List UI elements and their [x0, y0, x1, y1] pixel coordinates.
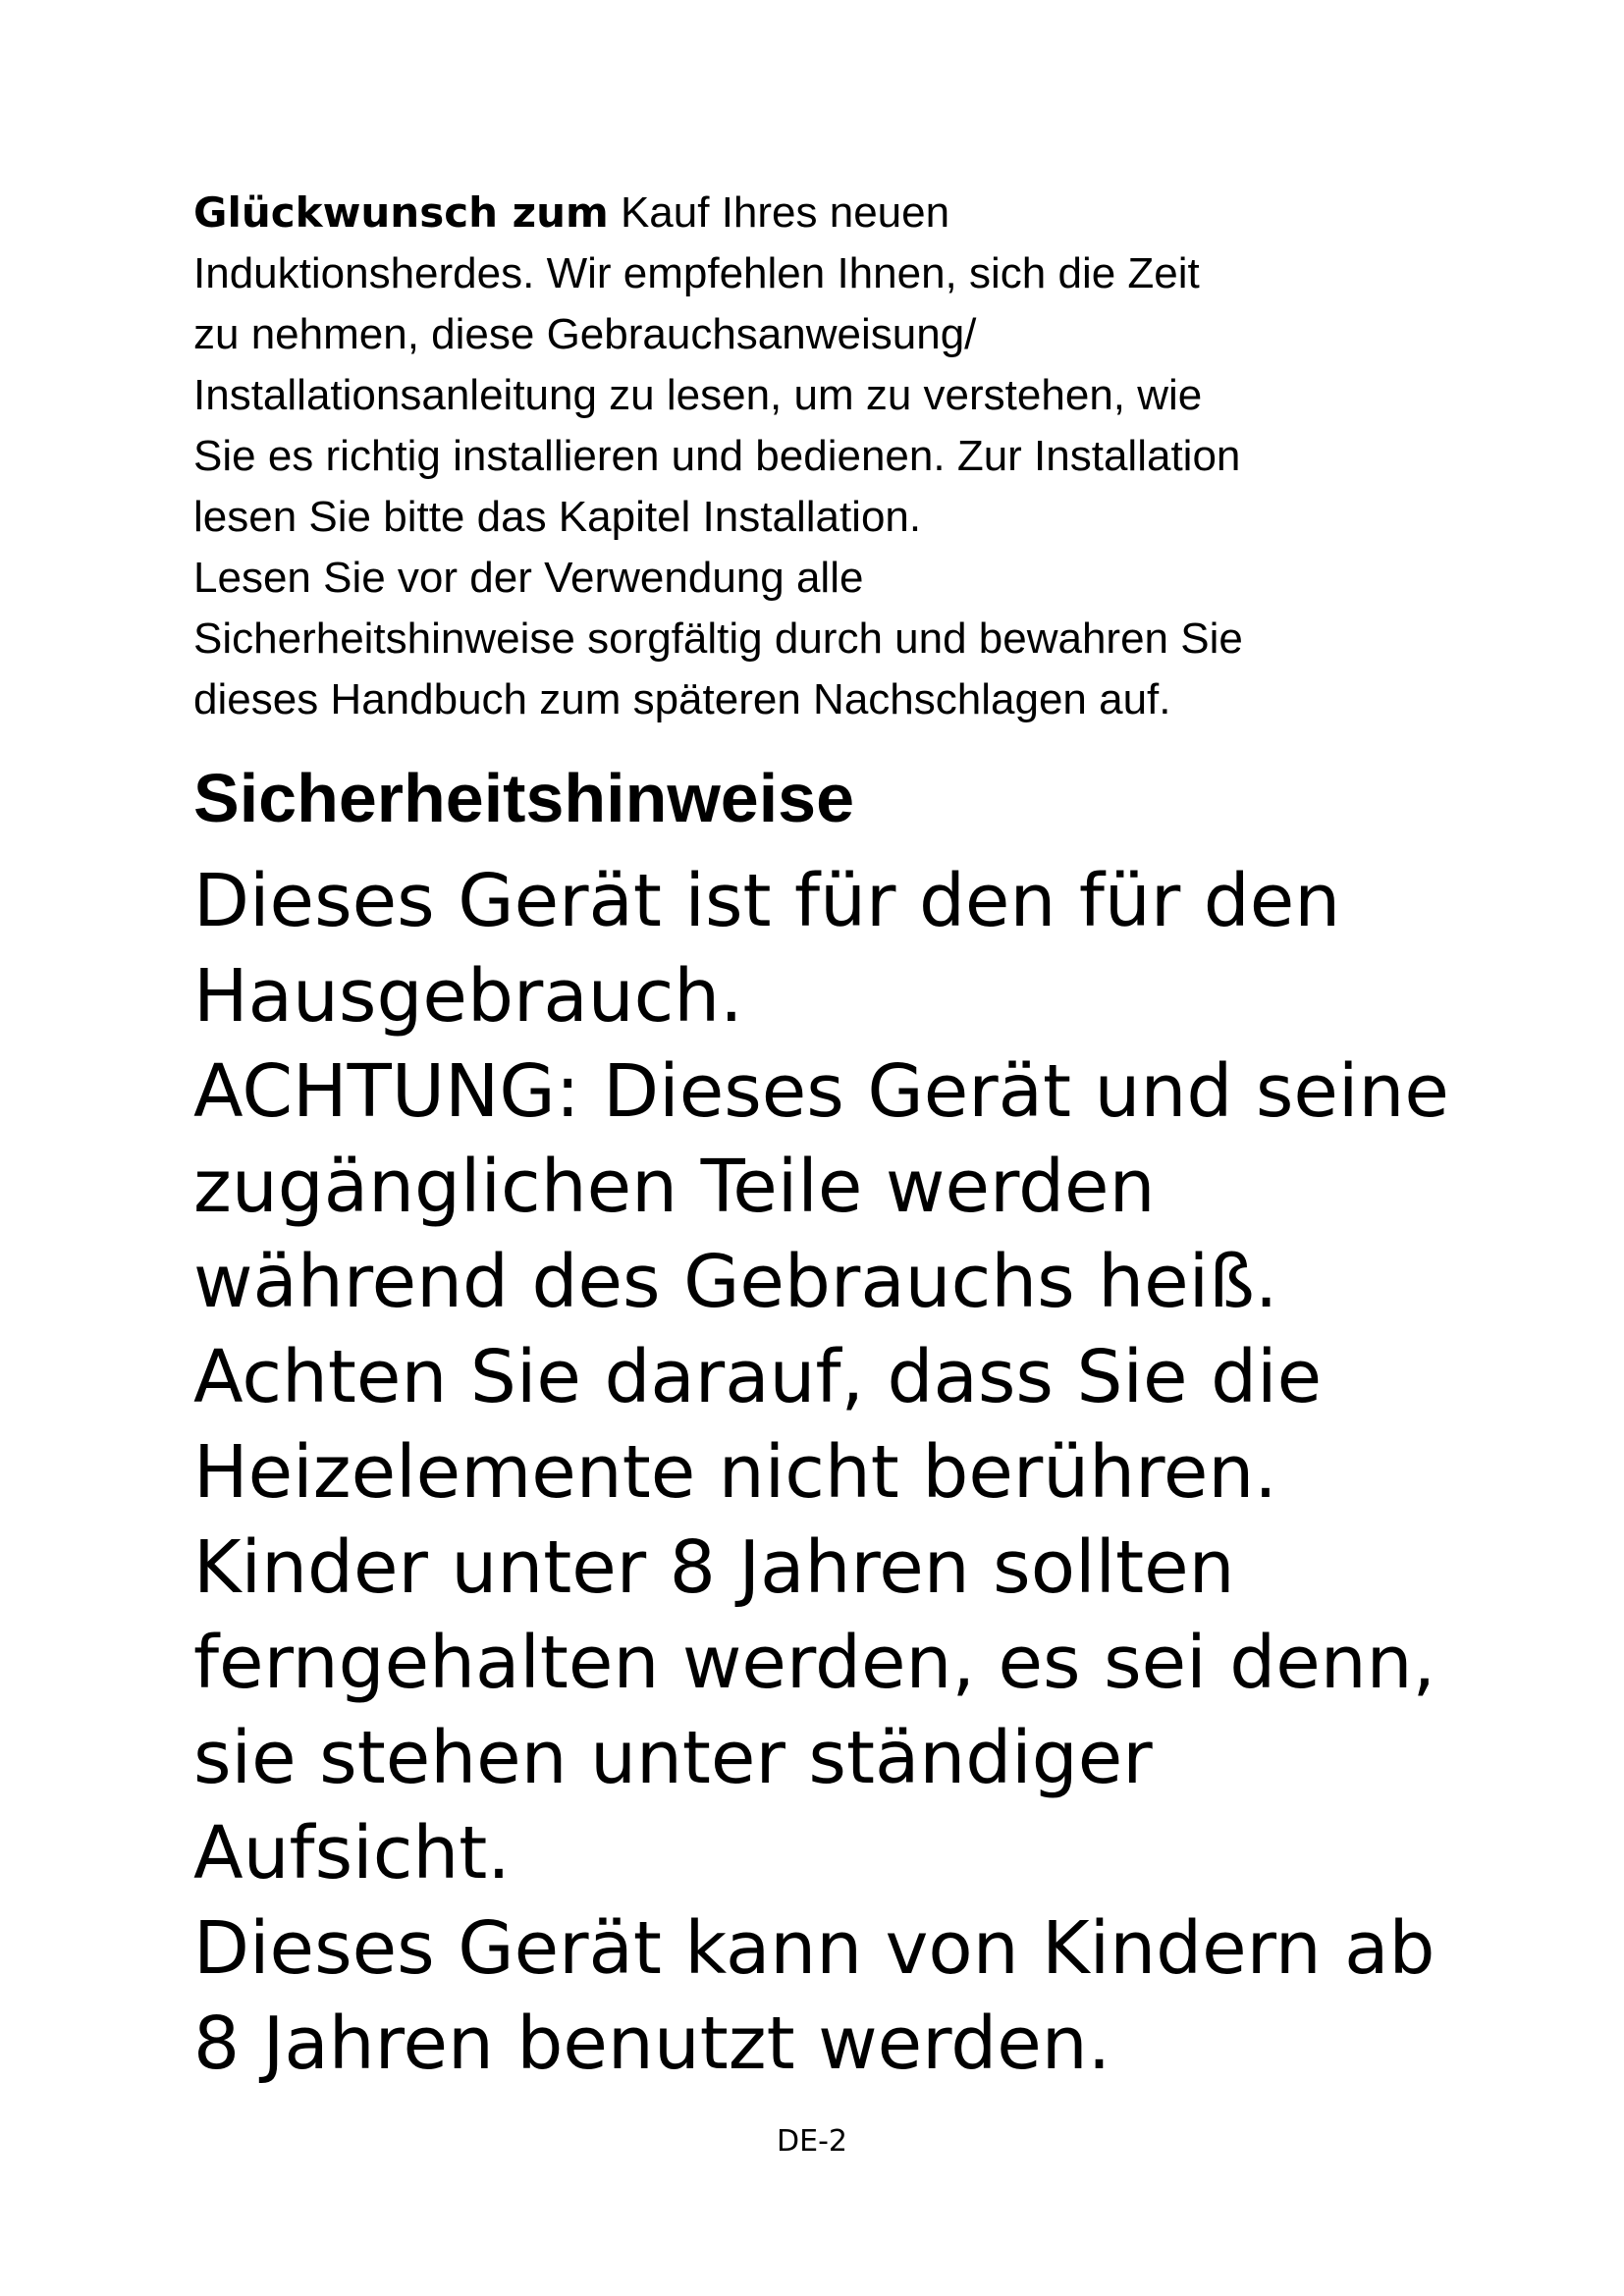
safety-line: Hausgebrauch. [193, 954, 743, 1039]
safety-line: ferngehalten werden, es sei denn, [193, 1621, 1436, 1705]
intro-line: dieses Handbuch zum späteren Nachschlagen auf. [193, 675, 1171, 723]
safety-line: ACHTUNG: Dieses Gerät und seine [193, 1049, 1449, 1134]
safety-line: Kinder unter 8 Jahren sollten [193, 1525, 1235, 1610]
intro-paragraph [193, 183, 1470, 730]
safety-line: Dieses Gerät kann von Kindern ab [193, 1906, 1435, 1991]
intro-line: Installationsanleitung zu lesen, um zu verstehen, wie [193, 371, 1203, 419]
section-heading: Sicherheitshinweise [193, 760, 855, 836]
intro-line: zu nehmen, diese Gebrauchsanweisung/ [193, 310, 977, 358]
safety-line: Heizelemente nicht berühren. [193, 1430, 1277, 1515]
safety-paragraph [193, 854, 1548, 2092]
intro-lead-bold: Glückwunsch zum [193, 188, 609, 237]
intro-line: Sie es richtig installieren und bedienen. Zur Installation [193, 432, 1241, 480]
safety-line: Aufsicht. [193, 1811, 511, 1896]
safety-line: 8 Jahren benutzt werden. [193, 2002, 1111, 2086]
safety-line: zugänglichen Teile werden [193, 1145, 1156, 1229]
intro-line: Lesen Sie vor der Verwendung alle [193, 554, 864, 602]
intro-line: Sicherheitshinweise sorgfältig durch und bewahren Sie [193, 614, 1243, 663]
intro-line: lesen Sie bitte das Kapitel Installation. [193, 493, 922, 541]
safety-line: sie stehen unter ständiger [193, 1716, 1153, 1800]
safety-line: Achten Sie darauf, dass Sie die [193, 1335, 1323, 1419]
intro-line-text: Kauf Ihres neuen [608, 188, 950, 237]
safety-line: Dieses Gerät ist für den für den [193, 859, 1341, 943]
intro-line: Induktionsherdes. Wir empfehlen Ihnen, sich die Zeit [193, 249, 1200, 297]
safety-line: während des Gebrauchs heiß. [193, 1240, 1278, 1324]
page-number: DE-2 [777, 2124, 847, 2159]
intro-line [193, 183, 1470, 243]
